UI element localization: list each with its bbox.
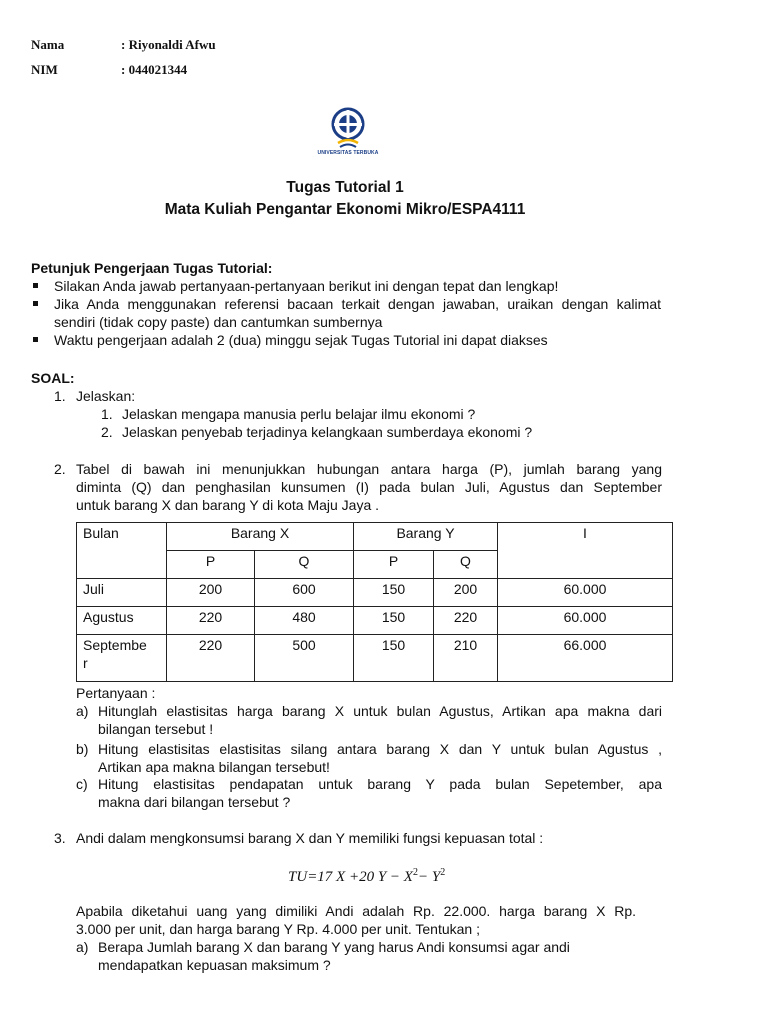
pertanyaan-label: Pertanyaan :	[76, 685, 156, 701]
cell-bulan: Agustus	[77, 607, 167, 635]
question-1-sub-text: Jelaskan mengapa manusia perlu belajar ilmu ekonomi ?	[122, 406, 476, 422]
header-x-quantity: Q	[255, 551, 354, 579]
header-y-quantity: Q	[434, 551, 498, 579]
table-row	[77, 635, 673, 682]
question-2-line: diminta (Q) dan penghasilan kunsumen (I) pada bulan Juli, Agustus dan September	[76, 479, 662, 495]
instructions-heading: Petunjuk Pengerjaan Tugas Tutorial:	[31, 260, 273, 276]
bullet-icon	[33, 301, 38, 306]
logo-text: UNIVERSITAS TERBUKA	[317, 150, 379, 156]
header-bulan: Bulan	[77, 523, 167, 579]
question-1-sub-text: Jelaskan penyebab terjadinya kelangkaan sumberdaya ekonomi ?	[122, 424, 533, 440]
instruction-item: Waktu pengerjaan adalah 2 (dua) minggu sejak Tugas Tutorial ini dapat diakses	[31, 331, 661, 349]
question-2-number: 2.	[54, 461, 66, 477]
cell-income: 66.000	[498, 635, 673, 682]
cell-x-price: 200	[167, 579, 255, 607]
cell-y-price: 150	[354, 579, 434, 607]
question-3-text: Andi dalam mengkonsumsi barang X dan Y memiliki fungsi kepuasan total :	[76, 830, 544, 846]
cell-y-price: 150	[354, 607, 434, 635]
bullet-icon	[33, 283, 38, 288]
cell-x-price: 220	[167, 635, 255, 682]
nim-value: : 044021344	[121, 62, 188, 77]
nim-label: NIM	[31, 62, 58, 77]
document-title: Tugas Tutorial 1	[286, 179, 404, 196]
question-2-line: Tabel di bawah ini menunjukkan hubungan antara harga (P), jumlah barang yang	[76, 461, 662, 477]
instructions-list	[31, 277, 661, 349]
cell-y-quantity: 220	[434, 607, 498, 635]
question-2-line: untuk barang X dan barang Y di kota Maju Jaya .	[76, 497, 380, 513]
cell-bulan: Juli	[77, 579, 167, 607]
utility-formula: TU=17 X +20 $Y - X^2- Y^2$	[288, 867, 446, 885]
identity-header	[0, 0, 400, 90]
question-1-sub-number: 2.	[101, 424, 113, 440]
instruction-item: Silakan Anda jawab pertanyaan-pertanyaan berikut ini dengan tepat dan lengkap!	[31, 277, 661, 295]
question-1-sub-number: 1.	[101, 406, 113, 422]
university-logo-icon	[328, 107, 368, 151]
instruction-item: Jika Anda menggunakan referensi bacaan terkait dengan jawaban, uraikan dengan kalimat sendiri (tidak copy paste) dan cantumkan sumbernya	[31, 295, 661, 331]
question-3-number: 3.	[54, 830, 66, 846]
bullet-icon	[33, 337, 38, 342]
cell-income: 60.000	[498, 579, 673, 607]
cell-x-quantity: 480	[255, 607, 354, 635]
price-demand-table	[76, 522, 673, 682]
cell-y-quantity: 210	[434, 635, 498, 682]
header-barang-y: Barang Y	[354, 523, 498, 551]
header-y-price: P	[354, 551, 434, 579]
name-value: : Riyonaldi Afwu	[121, 37, 216, 52]
cell-bulan: Septembe r	[77, 635, 167, 682]
soal-heading: SOAL:	[31, 370, 75, 386]
question-1-text: Jelaskan:	[76, 388, 136, 404]
header-x-price: P	[167, 551, 255, 579]
header-barang-x: Barang X	[167, 523, 354, 551]
question-3-paragraph: Apabila diketahui uang yang dimiliki Andi adalah Rp. 22.000. harga barang X Rp.	[76, 903, 636, 919]
table-row	[77, 579, 673, 607]
name-label: Nama	[31, 37, 65, 52]
cell-x-quantity: 600	[255, 579, 354, 607]
table-row	[77, 607, 673, 635]
cell-income: 60.000	[498, 607, 673, 635]
course-title: Mata Kuliah Pengantar Ekonomi Mikro/ESPA4111	[164, 201, 526, 218]
question-1-number: 1.	[54, 388, 66, 404]
cell-x-quantity: 500	[255, 635, 354, 682]
header-income: I	[498, 523, 673, 579]
cell-x-price: 220	[167, 607, 255, 635]
cell-y-quantity: 200	[434, 579, 498, 607]
cell-y-price: 150	[354, 635, 434, 682]
question-3-paragraph: 3.000 per unit, dan harga barang Y Rp. 4.000 per unit. Tentukan ;	[76, 921, 480, 937]
